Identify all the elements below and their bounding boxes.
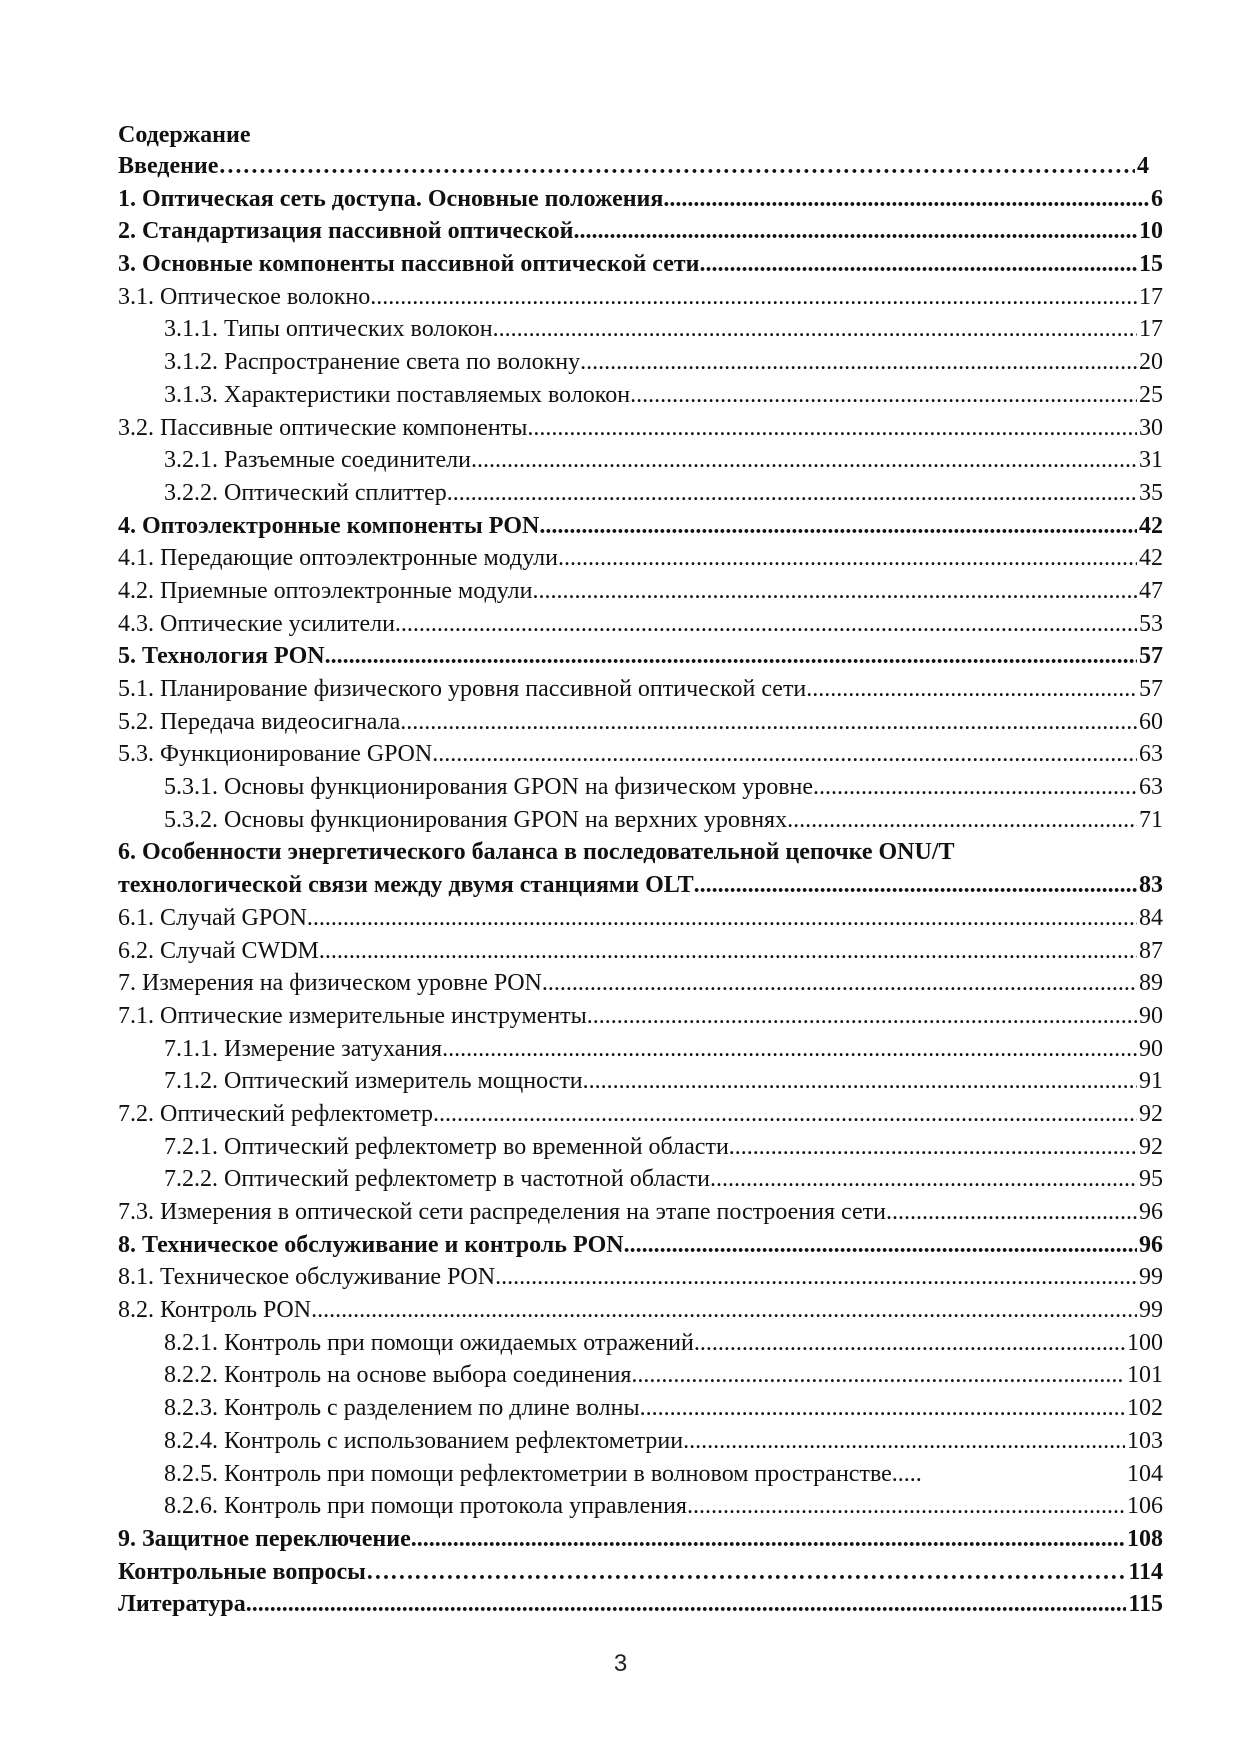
- toc-leader-dots: [574, 215, 1138, 248]
- toc-entry-page: 102: [1127, 1395, 1163, 1422]
- toc-leader-dots: [587, 1000, 1137, 1033]
- toc-leader-dots: [630, 379, 1137, 412]
- toc-entry-page: 90: [1139, 1035, 1163, 1062]
- toc-leader-dots: [580, 346, 1137, 379]
- toc-entry-title: 8.2.5. Контроль при помощи рефлектометрии в волновом пространстве.....: [164, 1460, 922, 1487]
- toc-leader-dots: [813, 771, 1137, 804]
- toc-leader-dots: [886, 1196, 1137, 1229]
- toc-entry-page: 104: [1127, 1460, 1163, 1487]
- toc-entry-page: 92: [1139, 1133, 1163, 1160]
- toc-entry: [118, 1458, 1163, 1491]
- toc-entry: [118, 1490, 1163, 1523]
- toc-leader-dots: [432, 738, 1137, 771]
- toc-entry: [118, 477, 1163, 510]
- toc-entry-title: 1. Оптическая сеть доступа. Основные положения: [118, 185, 664, 212]
- toc-leader-dots: [493, 313, 1137, 346]
- toc-leader-dots: [319, 935, 1137, 968]
- toc-entry-page: 20: [1139, 349, 1163, 376]
- toc-entry-title: 2. Стандартизация пассивной оптической: [118, 218, 574, 245]
- toc-entry-title: 6.2. Случай CWDM: [118, 937, 319, 964]
- toc-leader-dots: [442, 1033, 1137, 1066]
- toc-entry-page: 17: [1139, 316, 1163, 343]
- toc-entry: [118, 771, 1163, 804]
- toc-entry-page: 6: [1151, 185, 1163, 212]
- toc-leader-dots: [806, 673, 1137, 706]
- toc-entry: [118, 575, 1163, 608]
- toc-entry-title: 3.2. Пассивные оптические компоненты: [118, 414, 528, 441]
- toc-entry-title: 8.2.6. Контроль при помощи протокола управления: [164, 1493, 687, 1520]
- toc-entry-title: 5. Технология PON: [118, 643, 325, 670]
- toc-entry-page: 53: [1139, 610, 1163, 637]
- toc-entry-page: 57: [1139, 676, 1163, 702]
- toc-entry-title: 4. Оптоэлектронные компоненты PON: [118, 512, 540, 539]
- toc-leader-dots: [700, 248, 1137, 281]
- toc-entry-page: 96: [1139, 1231, 1163, 1258]
- page-number: 3: [613, 1650, 628, 1677]
- toc-leader-dots: [447, 477, 1137, 510]
- toc-entry-page: 106: [1127, 1493, 1163, 1520]
- toc-entry-page: 91: [1139, 1068, 1163, 1095]
- toc-entry-page: 100: [1127, 1329, 1163, 1356]
- toc-leader-dots: [471, 444, 1137, 477]
- toc-leader-dots: [787, 804, 1137, 837]
- toc-entry-title: 5.3.2. Основы функционирования GPON на верхних уровнях: [164, 806, 788, 833]
- toc-entry: [118, 1327, 1163, 1360]
- toc-entry: [118, 1392, 1163, 1425]
- toc-entry-title: технологической связи между двумя станциями OLT: [118, 872, 694, 899]
- toc-entry: [118, 313, 1163, 346]
- toc-leader-dots: [246, 1588, 1127, 1621]
- toc-entry-page: 42: [1139, 512, 1163, 539]
- toc-entry: [118, 1261, 1163, 1294]
- toc-leader-dots: [311, 1294, 1137, 1327]
- toc-leader-dots: [400, 706, 1137, 739]
- toc-entry: [118, 444, 1163, 477]
- toc-entry: [118, 902, 1163, 935]
- toc-entry-title: 3.1.1. Типы оптических волокон: [164, 316, 493, 343]
- toc-entry-title: 8. Техническое обслуживание и контроль PON: [118, 1231, 624, 1258]
- table-of-contents: [118, 120, 1163, 1621]
- toc-entry-page: 95: [1139, 1166, 1163, 1193]
- toc-entry-page: 114: [1128, 1558, 1163, 1585]
- toc-entry: [118, 1098, 1163, 1131]
- toc-entry-title: 8.2.2. Контроль на основе выбора соединения: [164, 1362, 632, 1389]
- toc-leader-dots: [631, 1359, 1125, 1392]
- toc-entry: [118, 1131, 1163, 1164]
- toc-entry-page: 35: [1139, 479, 1163, 506]
- toc-entry-title: 7.1. Оптические измерительные инструменты: [118, 1002, 587, 1029]
- toc-entry: [118, 967, 1163, 1000]
- toc-entry-title: 7.2. Оптический рефлектометр: [118, 1100, 434, 1127]
- toc-leader-dots: [624, 1229, 1137, 1262]
- toc-entry-title: 8.2.3. Контроль с разделением по длине волны: [164, 1395, 640, 1422]
- toc-entry-page: 99: [1139, 1264, 1163, 1291]
- toc-entry-title: 4.2. Приемные оптоэлектронные модули: [118, 577, 533, 604]
- toc-entry: [118, 738, 1163, 771]
- toc-leader-dots: [325, 640, 1137, 673]
- toc-entry: [118, 510, 1163, 543]
- toc-entry: [118, 1229, 1163, 1262]
- toc-entry-page: 47: [1139, 577, 1163, 604]
- toc-entry: [118, 1196, 1163, 1229]
- toc-entry: [118, 1065, 1163, 1098]
- toc-entry: [118, 1294, 1163, 1327]
- toc-list: [118, 150, 1163, 1621]
- toc-entry-page: 25: [1139, 381, 1163, 408]
- toc-entry: [118, 150, 1163, 183]
- toc-entry-title: 3.2.1. Разъемные соединители: [164, 447, 471, 474]
- toc-entry-page: 17: [1139, 283, 1163, 310]
- toc-entry-page: 103: [1127, 1427, 1163, 1454]
- toc-leader-dots: [694, 869, 1137, 902]
- toc-entry: [118, 1588, 1163, 1621]
- toc-entry: [118, 1556, 1163, 1589]
- toc-entry-title: 5.2. Передача видеосигнала: [118, 708, 401, 735]
- toc-leader-dots: [542, 967, 1137, 1000]
- toc-leader-dots: [533, 575, 1137, 608]
- toc-entry-page: 42: [1139, 545, 1163, 572]
- toc-entry: [118, 608, 1163, 641]
- toc-entry-title: 8.2. Контроль PON: [118, 1297, 312, 1324]
- toc-entry-title: 3.1. Оптическое волокно: [118, 283, 371, 310]
- toc-leader-dots: [218, 150, 1135, 183]
- toc-entry: [118, 1163, 1163, 1196]
- toc-entry-title: 5.3.1. Основы функционирования GPON на физическом уровне: [164, 774, 814, 801]
- toc-entry: [118, 869, 1163, 902]
- toc-entry-page: 63: [1139, 774, 1163, 801]
- toc-entry: [118, 346, 1163, 379]
- toc-entry-title: 7.3. Измерения в оптической сети распределения на этапе построения сети: [118, 1199, 886, 1225]
- toc-heading: Содержание: [118, 122, 251, 148]
- toc-entry-title: 3.1.2. Распространение света по волокну: [164, 349, 581, 376]
- toc-leader-dots: [729, 1131, 1137, 1164]
- toc-entry-page: 31: [1139, 447, 1163, 474]
- toc-entry: [118, 183, 1163, 216]
- toc-entry-title: 7.2.2. Оптический рефлектометр в частотной области: [164, 1166, 710, 1193]
- toc-entry-page: 108: [1127, 1525, 1163, 1552]
- toc-entry-title: 3.1.3. Характеристики поставляемых волокон: [164, 381, 631, 408]
- toc-entry: [118, 379, 1163, 412]
- toc-entry-title: Введение: [118, 153, 219, 179]
- toc-entry-page: 60: [1139, 708, 1163, 735]
- toc-entry-title: 5.3. Функционирование GPON: [118, 741, 433, 768]
- toc-entry: [118, 836, 1163, 869]
- toc-entry: [118, 1000, 1163, 1033]
- toc-entry-page: 83: [1139, 872, 1163, 899]
- toc-entry-title: 8.2.4. Контроль с использованием рефлектометрии: [164, 1427, 684, 1454]
- toc-entry: [118, 1359, 1163, 1392]
- toc-leader-dots: [583, 1065, 1137, 1098]
- toc-leader-dots: [395, 608, 1137, 641]
- toc-entry-title: 4.3. Оптические усилители: [118, 610, 395, 637]
- toc-entry-page: 84: [1139, 904, 1163, 931]
- toc-leader-dots: [433, 1098, 1137, 1131]
- toc-entry: [118, 215, 1163, 248]
- toc-entry: [118, 1523, 1163, 1556]
- toc-entry-title: 7.1.2. Оптический измеритель мощности: [164, 1068, 583, 1095]
- toc-entry-title: 6. Особенности энергетического баланса в последовательной цепочке ONU/T: [118, 839, 955, 866]
- toc-entry-page: 92: [1139, 1100, 1163, 1127]
- toc-entry-page: 87: [1139, 937, 1163, 964]
- toc-entry-page: 101: [1127, 1362, 1163, 1389]
- toc-leader-dots: [687, 1490, 1125, 1523]
- toc-entry-page: 96: [1139, 1199, 1163, 1225]
- toc-entry-title: 6.1. Случай GPON: [118, 904, 307, 931]
- toc-leader-dots: [640, 1392, 1125, 1425]
- toc-entry-title: 9. Защитное переключение: [118, 1525, 411, 1552]
- toc-entry-title: 7. Измерения на физическом уровне PON: [118, 970, 542, 997]
- toc-entry: [118, 281, 1163, 314]
- toc-entry-page: 89: [1139, 970, 1163, 997]
- toc-leader-dots: [710, 1163, 1137, 1196]
- toc-entry: [118, 248, 1163, 281]
- toc-entry-page: 115: [1128, 1591, 1163, 1618]
- toc-entry-page: 15: [1139, 251, 1163, 278]
- toc-leader-dots: [307, 902, 1137, 935]
- toc-entry-page: 4: [1137, 153, 1149, 179]
- toc-leader-dots: [370, 281, 1137, 314]
- toc-entry-title: 3. Основные компоненты пассивной оптической сети: [118, 251, 700, 278]
- toc-leader-dots: [366, 1556, 1126, 1589]
- toc-leader-dots: [558, 542, 1137, 575]
- toc-entry-title: 7.2.1. Оптический рефлектометр во временной области: [164, 1133, 729, 1160]
- toc-leader-dots: [411, 1523, 1125, 1556]
- toc-entry-page: 10: [1139, 218, 1163, 245]
- toc-entry-page: 63: [1139, 741, 1163, 768]
- toc-leader-dots: [663, 183, 1149, 216]
- toc-leader-dots: [683, 1425, 1125, 1458]
- toc-entry: [118, 935, 1163, 968]
- toc-leader-dots: [495, 1261, 1137, 1294]
- toc-entry-title: 8.2.1. Контроль при помощи ожидаемых отражений: [164, 1329, 694, 1356]
- toc-entry: [118, 1033, 1163, 1066]
- toc-entry-page: 30: [1139, 414, 1163, 441]
- toc-entry-page: 90: [1139, 1002, 1163, 1029]
- toc-entry-page: 57: [1139, 643, 1163, 670]
- toc-leader-dots: [539, 510, 1137, 543]
- toc-entry-title: 5.1. Планирование физического уровня пассивной оптической сети: [118, 676, 807, 702]
- toc-entry-title: 4.1. Передающие оптоэлектронные модули: [118, 545, 558, 572]
- toc-entry-title: 8.1. Техническое обслуживание PON: [118, 1264, 496, 1291]
- toc-entry: [118, 706, 1163, 739]
- toc-entry: [118, 542, 1163, 575]
- toc-leader-dots: [694, 1327, 1125, 1360]
- toc-entry-title: 3.2.2. Оптический сплиттер: [164, 479, 447, 506]
- toc-entry: [118, 804, 1163, 837]
- toc-entry-page: 99: [1139, 1297, 1163, 1324]
- toc-entry: [118, 673, 1163, 706]
- toc-entry: [118, 412, 1163, 445]
- toc-leader-dots: [527, 412, 1137, 445]
- toc-entry: [118, 640, 1163, 673]
- toc-entry-title: 7.1.1. Измерение затухания: [164, 1035, 443, 1062]
- toc-entry: [118, 1425, 1163, 1458]
- toc-entry-title: Контрольные вопросы: [118, 1558, 366, 1585]
- toc-entry-title: Литература: [118, 1591, 246, 1618]
- toc-entry-page: 71: [1139, 806, 1163, 833]
